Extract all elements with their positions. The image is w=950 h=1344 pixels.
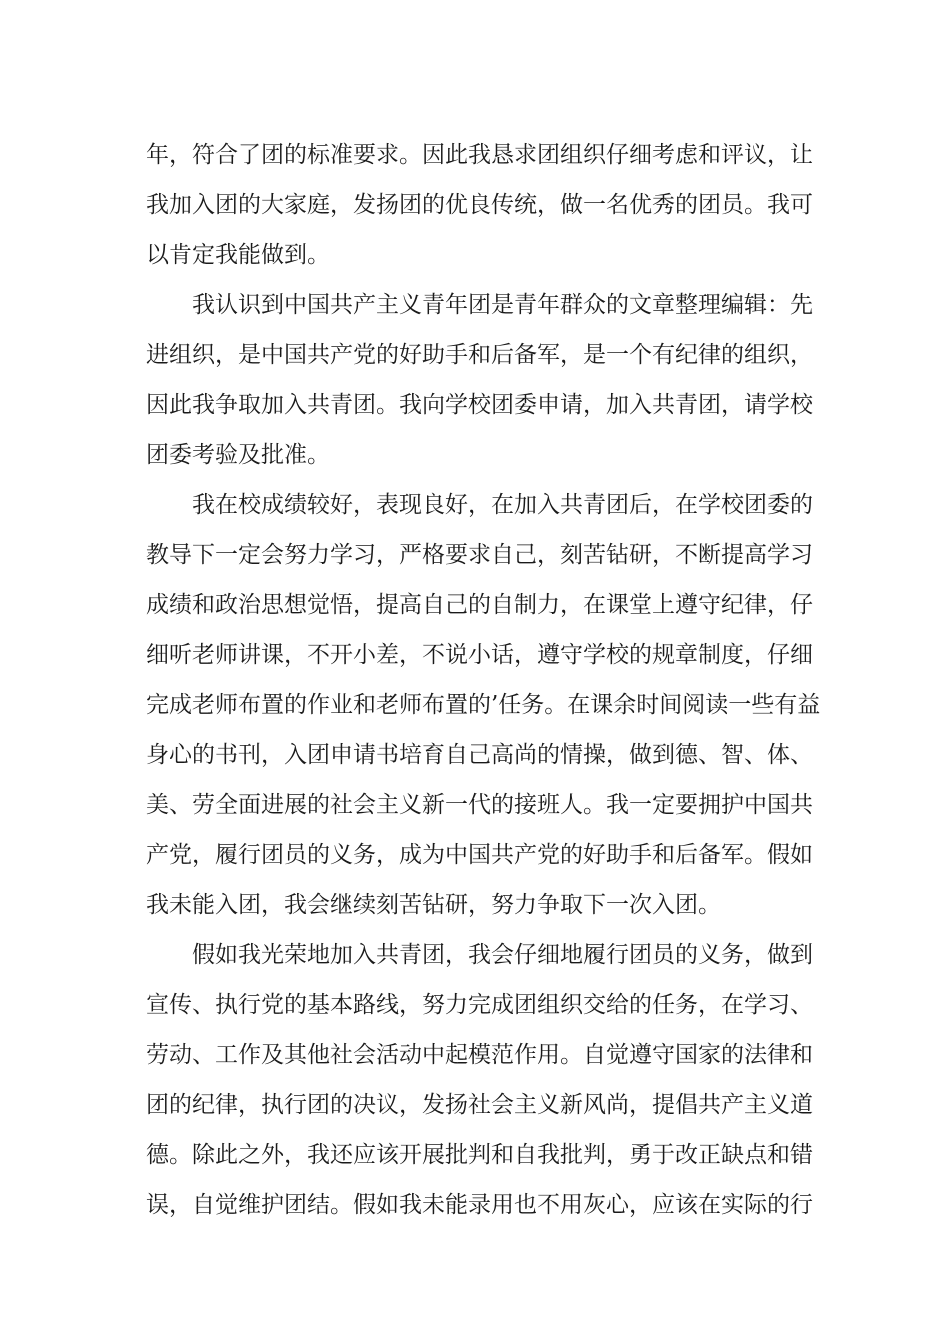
text-line: 教导下一定会努力学习，严格要求自己，刻苦钻研，不断提高学习 xyxy=(146,542,813,568)
text-line: 身心的书刊，入团申请书培育自己高尚的情操，做到德、智、体、 xyxy=(146,742,813,768)
text-line: 因此我争取加入共青团。我向学校团委申请，加入共青团，请学校 xyxy=(146,392,813,418)
text-line: 成绩和政治思想觉悟，提高自己的自制力，在课堂上遵守纪律，仔 xyxy=(146,592,813,618)
text-line: 我未能入团，我会继续刻苦钻研，努力争取下一次入团。 xyxy=(146,892,721,918)
text-line: 进组织，是中国共产党的好助手和后备军，是一个有纪律的组织， xyxy=(146,342,813,368)
text-line: 我在校成绩较好，表现良好，在加入共青团后，在学校团委的 xyxy=(192,492,813,518)
paragraph xyxy=(146,130,813,280)
text-line: 德。除此之外，我还应该开展批判和自我批判，勇于改正缺点和错 xyxy=(146,1142,813,1168)
text-line: 劳动、工作及其他社会活动中起模范作用。自觉遵守国家的法律和 xyxy=(146,1042,813,1068)
text-line: 误，自觉维护团结。假如我未能录用也不用灰心，应该在实际的行 xyxy=(146,1192,813,1218)
text-line: 宣传、执行党的基本路线，努力完成团组织交给的任务，在学习、 xyxy=(146,992,813,1018)
text-line: 以肯定我能做到。 xyxy=(146,242,330,268)
text-line: 我认识到中国共产主义青年团是青年群众的文章整理编辑：先 xyxy=(192,292,813,318)
text-line: 细听老师讲课，不开小差，不说小话，遵守学校的规章制度，仔细 xyxy=(146,642,813,668)
paragraph xyxy=(146,480,821,930)
text-line: 我加入团的大家庭，发扬团的优良传统，做一名优秀的团员。我可 xyxy=(146,192,813,218)
text-line: 团委考验及批准。 xyxy=(146,442,330,468)
document-body xyxy=(146,130,821,1230)
text-line: 团的纪律，执行团的决议，发扬社会主义新风尚，提倡共产主义道 xyxy=(146,1092,813,1118)
paragraph xyxy=(146,280,813,480)
text-line: 美、劳全面进展的社会主义新一代的接班人。我一定要拥护中国共 xyxy=(146,792,813,818)
text-line: 完成老师布置的作业和老师布置的’任务。在课余时间阅读一些有益 xyxy=(146,692,821,718)
text-line: 年，符合了团的标准要求。因此我恳求团组织仔细考虑和评议，让 xyxy=(146,142,813,168)
text-line: 假如我光荣地加入共青团，我会仔细地履行团员的义务，做到 xyxy=(192,942,813,968)
paragraph xyxy=(146,930,813,1230)
text-line: 产党，履行团员的义务，成为中国共产党的好助手和后备军。假如 xyxy=(146,842,813,868)
